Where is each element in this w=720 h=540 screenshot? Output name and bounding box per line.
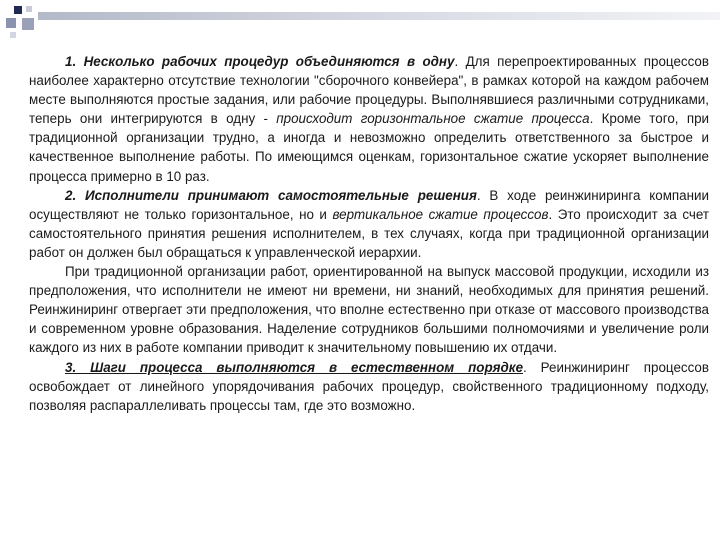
decorative-square-mid: [22, 18, 34, 30]
paragraph-text: . Для перепроектированных процессов наиболее характерно отсутствие технологии "сборочного конвейера", в рамках которой на каждом рабочем месте выполняются простые задания, или рабочие процедуры. Выполнявшиеся различными сотрудниками, теперь они интегрируются в одну -: [29, 54, 709, 127]
paragraph-text: При традиционной организации работ, ориентированной на выпуск массовой продукции, исходили из предположения, что исполнители не имеют ни времени, ни знаний, необходимых для принятия решений. Реинжиниринг отвергает эти предположения, что вполне естественно при отказе от массового производства и современном уровне образования. Наделение сотрудников большими полномочиями и увеличение роли каждого из них в работе компании приводит к значительному повышению их отдачи.: [29, 264, 709, 356]
paragraph-traditional-organization: [29, 262, 709, 357]
decorative-square-light: [10, 32, 16, 38]
paragraph-text: . Реинжиниринг процессов освобождает от линейного упорядочивания рабочих процедур, свойственного традиционному подходу, позволяя распараллеливать процессы там, где это возможно.: [29, 359, 709, 413]
decorative-square-dark: [14, 6, 22, 14]
paragraph-independent-decisions: [29, 186, 709, 262]
paragraph-text: . В ходе реинжиниринга компании осуществляют не только горизонтальное, но и: [29, 187, 709, 222]
paragraph-text: . Это происходит за счет самостоятельного принятия решения исполнителем, в тех случаях, когда при традиционной организации работ он должен был обращаться к управленческой иерархии.: [29, 206, 710, 260]
paragraph-natural-order: [29, 358, 709, 415]
paragraph-horizontal-compression: [29, 52, 709, 186]
header-decoration: [0, 0, 720, 40]
slide-body: [29, 52, 709, 415]
decorative-square-mid: [6, 18, 16, 28]
decorative-square-light: [26, 6, 32, 12]
heading-two: 2. Исполнители принимают самостоятельные решения: [65, 187, 477, 203]
header-gradient-bar: [38, 12, 720, 20]
emphasis-text: вертикальное сжатие процессов: [332, 206, 549, 222]
paragraph-text: . Кроме того, при традиционной организации трудно, а иногда и невозможно определить ответственного за быстрое и качественное выполнение работы. По имеющимся оценкам, горизонтальное сжатие ускоряет выполнение процесса примерно в 10 раз.: [29, 111, 709, 184]
heading-one: 1. Несколько рабочих процедур объединяются в одну: [65, 54, 455, 69]
heading-three: 3. Шаги процесса выполняются в естественном порядке: [65, 359, 524, 375]
emphasis-text: происходит горизонтальное сжатие процесса: [276, 111, 590, 127]
